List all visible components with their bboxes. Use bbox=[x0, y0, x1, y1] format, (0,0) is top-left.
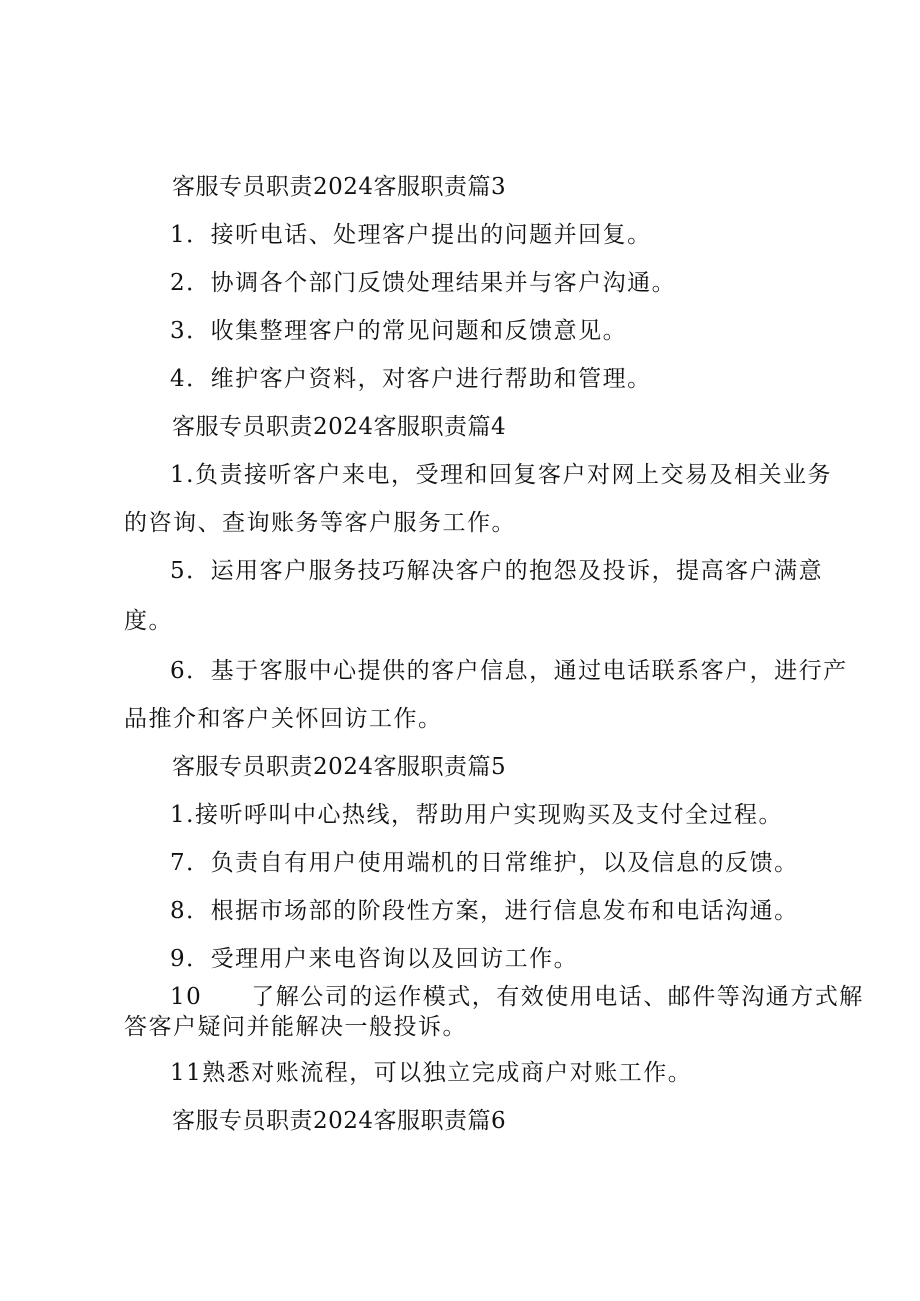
paragraph-line: 6．基于客服中心提供的客户信息，通过电话联系客户，进行产 bbox=[170, 658, 848, 684]
paragraph-line: 答客户疑问并能解决一般投诉。 bbox=[124, 1014, 467, 1040]
paragraph-line: 4．维护客户资料，对客户进行帮助和管理。 bbox=[170, 366, 652, 392]
paragraph-line: 11熟悉对账流程，可以独立完成商户对账工作。 bbox=[170, 1060, 693, 1086]
paragraph-line: 5．运用客户服务技巧解决客户的抱怨及投诉，提高客户满意 bbox=[170, 558, 824, 584]
paragraph-line: 9．受理用户来电咨询以及回访工作。 bbox=[170, 946, 579, 972]
paragraph-line: 的咨询、查询账务等客户服务工作。 bbox=[124, 510, 516, 536]
paragraph-line: 度。 bbox=[124, 608, 173, 634]
section-heading-4: 客服专员职责2024客服职责篇4 bbox=[172, 414, 507, 440]
paragraph-line: 3．收集整理客户的常见问题和反馈意见。 bbox=[170, 318, 628, 344]
paragraph-line: 品推介和客户关怀回访工作。 bbox=[124, 706, 443, 732]
paragraph-line: 8．根据市场部的阶段性方案，进行信息发布和电话沟通。 bbox=[170, 898, 799, 924]
paragraph-line: 1．接听电话、处理客户提出的问题并回复。 bbox=[170, 222, 652, 248]
section-heading-6: 客服专员职责2024客服职责篇6 bbox=[172, 1108, 507, 1134]
paragraph-line: 2．协调各个部门反馈处理结果并与客户沟通。 bbox=[170, 270, 677, 296]
section-heading-5: 客服专员职责2024客服职责篇5 bbox=[172, 754, 507, 780]
paragraph-line: 1.负责接听客户来电，受理和回复客户对网上交易及相关业务 bbox=[170, 462, 832, 488]
paragraph-line: 7．负责自有用户使用端机的日常维护，以及信息的反馈。 bbox=[170, 850, 799, 876]
paragraph-line: 1.接听呼叫中心热线，帮助用户实现购买及支付全过程。 bbox=[170, 802, 783, 828]
section-heading-3: 客服专员职责2024客服职责篇3 bbox=[172, 174, 507, 200]
paragraph-line: 10 了解公司的运作模式，有效使用电话、邮件等沟通方式解 bbox=[170, 984, 864, 1010]
